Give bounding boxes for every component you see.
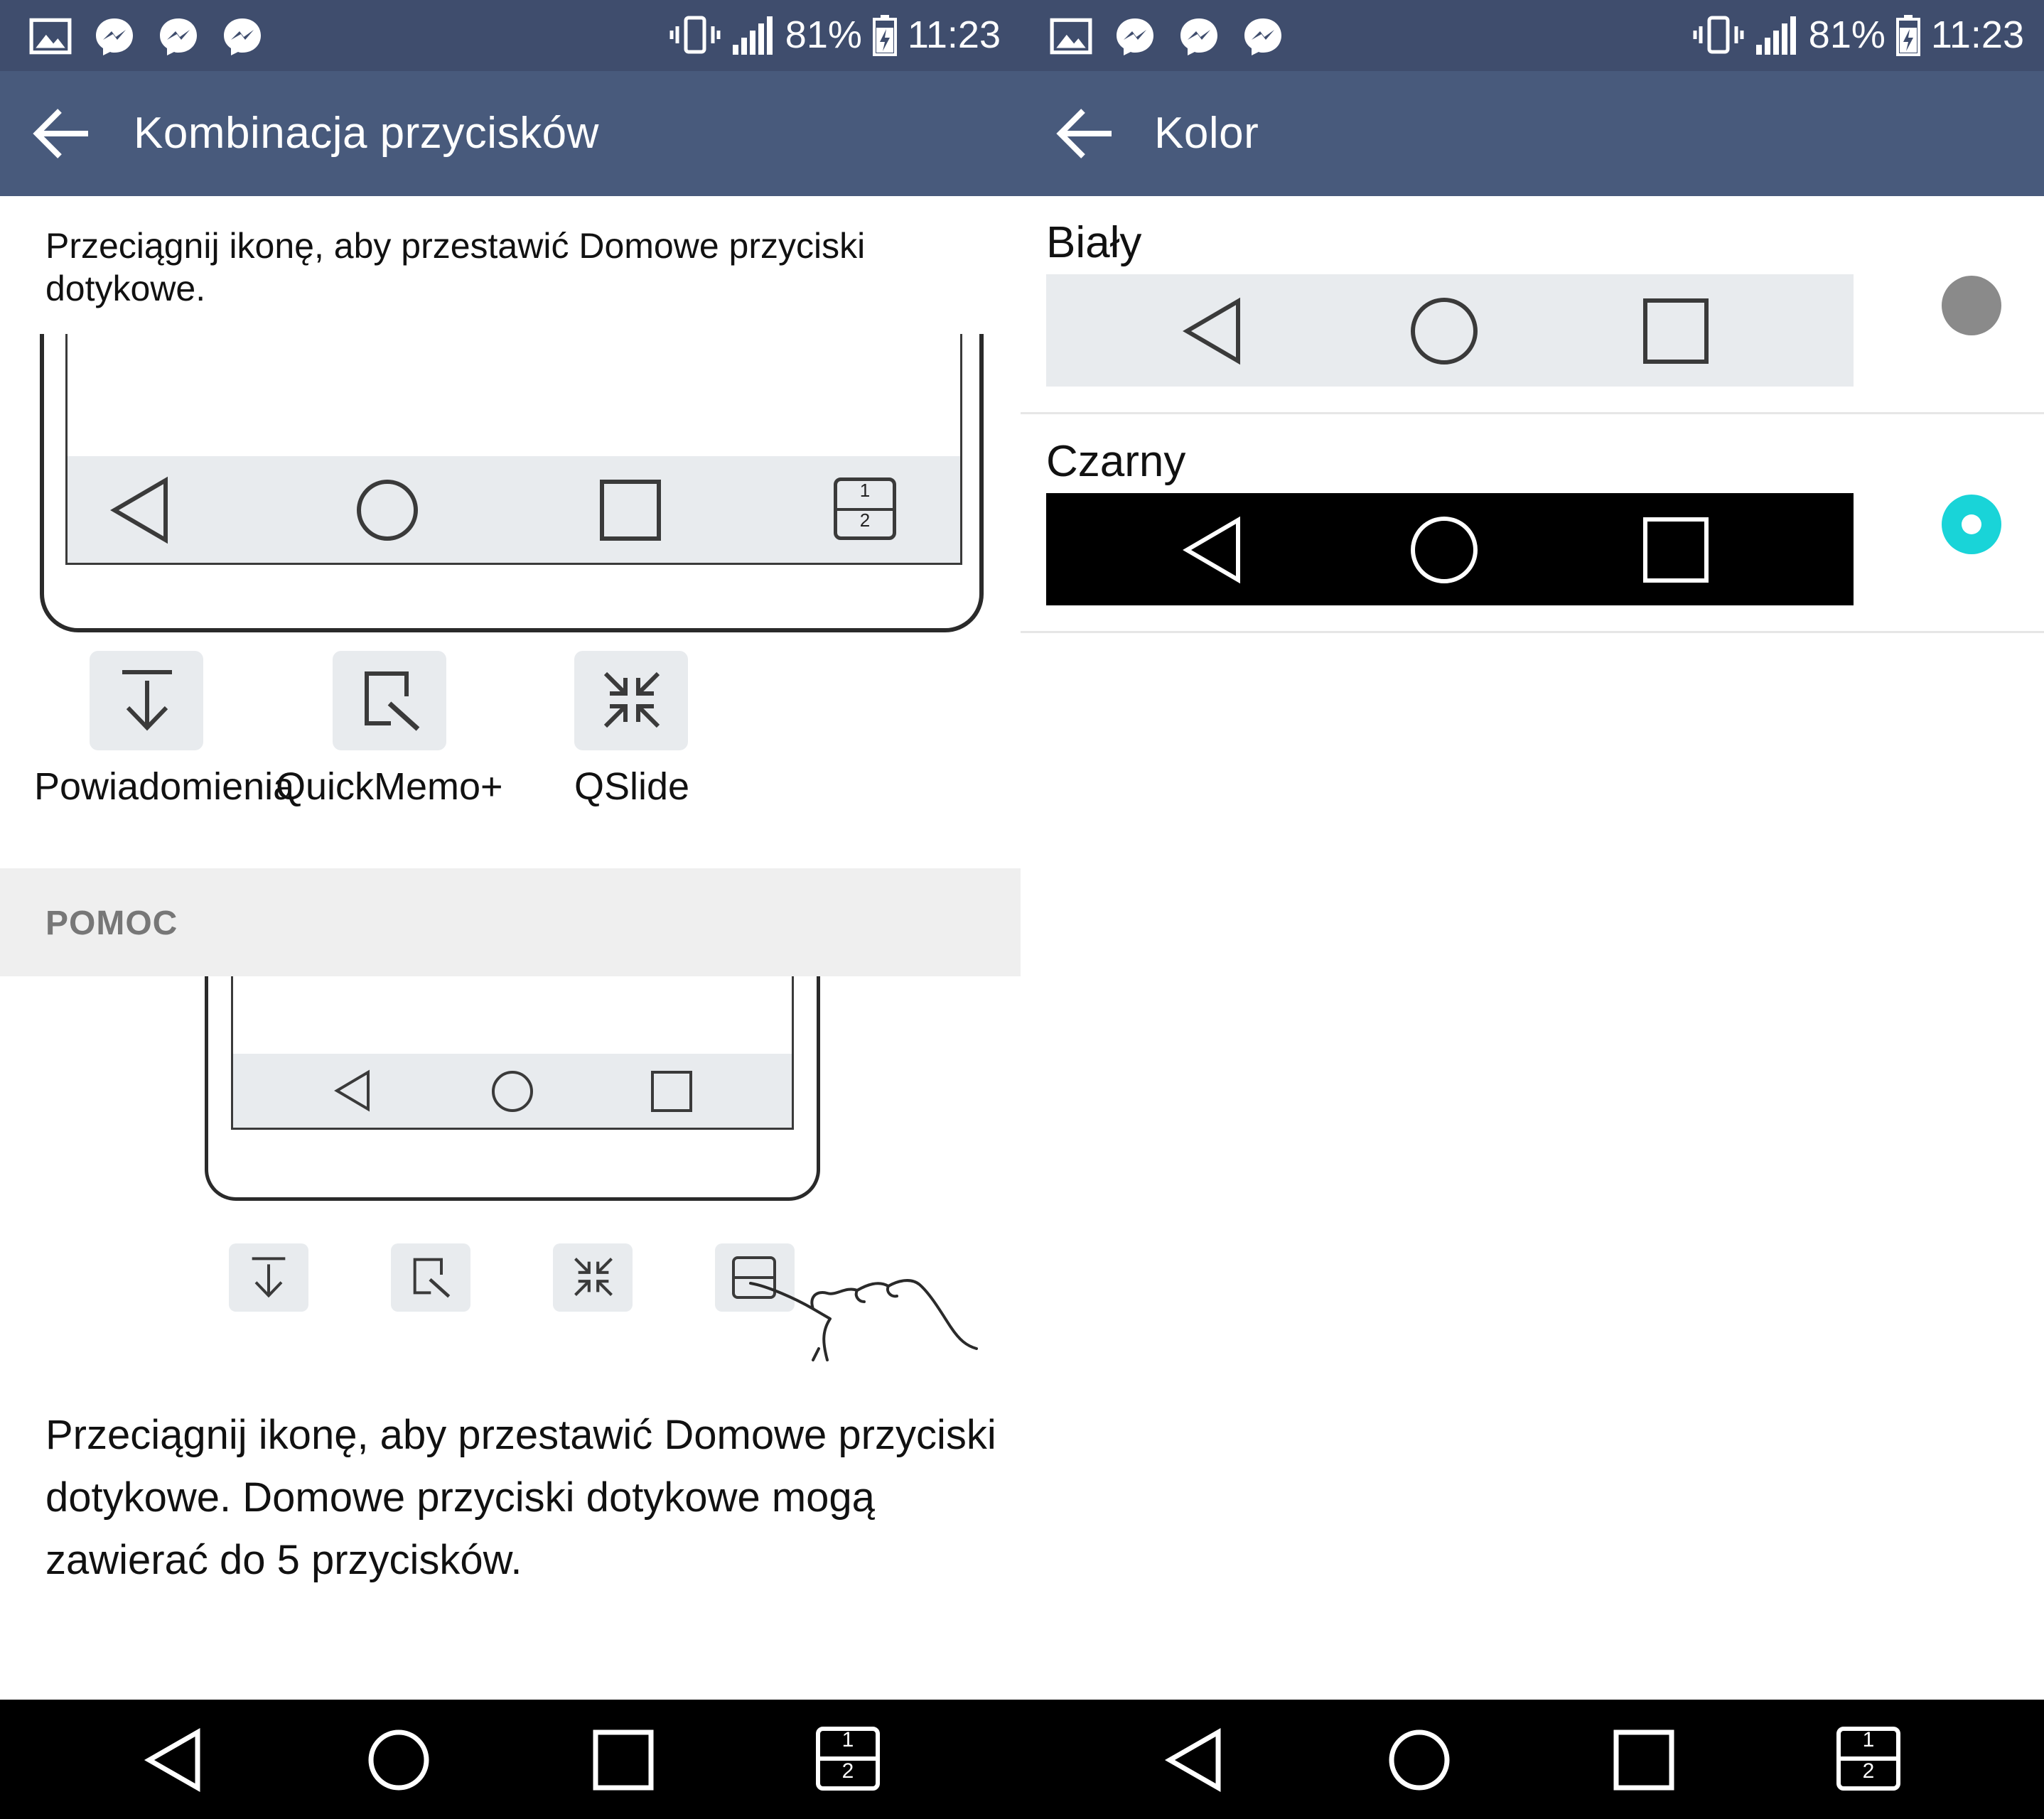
toolbar xyxy=(1021,71,2044,196)
dual-window-icon[interactable] xyxy=(834,477,896,540)
help-quickmemo-tile xyxy=(391,1243,470,1312)
quickmemo-tile[interactable] xyxy=(333,651,446,750)
notifications-label: Powiadomienia xyxy=(34,765,295,808)
preview-back-triangle-icon xyxy=(1180,297,1248,365)
nav-home-icon[interactable] xyxy=(367,1728,431,1792)
radio-white[interactable] xyxy=(1942,276,2001,335)
preview-home-circle-icon xyxy=(1410,297,1478,365)
nav-dual-window-bottom-number: 2 xyxy=(841,1759,854,1783)
notifications-down-arrow-icon xyxy=(117,666,178,735)
nav-home-icon[interactable] xyxy=(1387,1728,1451,1792)
back-arrow-icon[interactable] xyxy=(31,105,92,162)
signal-icon xyxy=(1755,14,1799,56)
dual-window-bottom-number: 2 xyxy=(859,509,871,531)
recents-square-icon[interactable] xyxy=(596,476,665,544)
signal-icon xyxy=(731,14,775,56)
vibrate-icon xyxy=(669,14,721,56)
notification-icons xyxy=(1049,16,1285,57)
help-description: Przeciągnij ikonę, aby przestawić Domowe przyciski dotykowe. Domowe przyciski dotykowe mogą zawierać do 5 przycisków. xyxy=(45,1412,996,1583)
option-label-black: Czarny xyxy=(1046,437,1186,486)
instruction-text: Przeciągnij ikonę, aby przestawić Domowe przyciski dotykowe. xyxy=(45,226,866,308)
nav-back-icon[interactable] xyxy=(1163,1728,1227,1792)
quickmemo-icon xyxy=(360,666,424,735)
system-navigation-bar xyxy=(0,1700,1021,1819)
radio-black[interactable] xyxy=(1942,495,2001,554)
button-combination-screen xyxy=(0,0,1021,1819)
gallery-icon xyxy=(28,16,72,57)
clock: 11:23 xyxy=(907,14,1001,56)
back-triangle-icon[interactable] xyxy=(109,476,177,544)
preview-navigation-bar xyxy=(68,456,960,563)
quickmemo-label: QuickMemo+ xyxy=(276,765,503,808)
system-status xyxy=(669,13,1001,57)
help-section-title: POMOC xyxy=(45,905,178,942)
preview-home-circle-icon xyxy=(1410,516,1478,584)
option-label-white: Biały xyxy=(1046,218,1142,267)
qslide-label: QSlide xyxy=(574,765,690,808)
notification-icons xyxy=(28,16,264,57)
messenger-icon xyxy=(220,16,264,57)
toolbar xyxy=(0,71,1021,196)
system-navigation-bar xyxy=(1021,1700,2044,1819)
help-section-header xyxy=(0,868,1021,976)
help-notifications-tile xyxy=(229,1243,308,1312)
nav-recents-icon[interactable] xyxy=(591,1728,655,1792)
help-down-arrow-icon xyxy=(247,1255,290,1300)
phone-screen xyxy=(65,334,962,565)
page-title: Kombinacja przycisków xyxy=(134,109,599,158)
preview-recents-square-icon xyxy=(1642,516,1710,584)
messenger-icon xyxy=(1113,16,1157,57)
nav-dual-window-icon[interactable] xyxy=(1836,1727,1900,1791)
help-qslide-tile xyxy=(553,1243,633,1312)
qslide-icon xyxy=(600,668,664,732)
nav-dual-window-top-number: 1 xyxy=(841,1728,854,1751)
preview-recents-square-icon xyxy=(1642,297,1710,365)
nav-back-icon[interactable] xyxy=(142,1728,206,1792)
battery-percentage: 81% xyxy=(785,14,862,56)
black-nav-preview xyxy=(1046,493,1854,605)
help-qslide-icon xyxy=(571,1255,615,1299)
help-quickmemo-icon xyxy=(409,1255,453,1300)
white-nav-preview xyxy=(1046,274,1854,387)
status-bar xyxy=(1021,0,2044,71)
clock: 11:23 xyxy=(1930,14,2024,56)
help-phone-illustration xyxy=(205,976,820,1201)
divider xyxy=(1021,631,2044,633)
messenger-icon xyxy=(92,16,136,57)
hand-pointer-icon xyxy=(739,1265,981,1364)
phone-preview xyxy=(40,334,984,632)
battery-charging-icon xyxy=(1895,14,1921,56)
dual-window-top-number: 1 xyxy=(859,480,871,501)
nav-dual-window-top-number: 1 xyxy=(1862,1728,1875,1751)
battery-percentage: 81% xyxy=(1808,14,1886,56)
nav-dual-window-bottom-number: 2 xyxy=(1862,1759,1875,1783)
divider xyxy=(1021,412,2044,414)
vibrate-icon xyxy=(1692,14,1745,56)
notifications-tile[interactable] xyxy=(90,651,203,750)
status-bar xyxy=(0,0,1021,71)
qslide-tile[interactable] xyxy=(574,651,688,750)
preview-back-triangle-icon xyxy=(1180,516,1248,584)
page-title: Kolor xyxy=(1154,109,1259,158)
nav-recents-icon[interactable] xyxy=(1612,1728,1676,1792)
gallery-icon xyxy=(1049,16,1093,57)
back-arrow-icon[interactable] xyxy=(1055,105,1116,162)
help-home-circle-icon xyxy=(490,1069,534,1113)
messenger-icon xyxy=(1241,16,1285,57)
color-screen xyxy=(1021,0,2044,1819)
battery-charging-icon xyxy=(872,14,898,56)
system-status xyxy=(1692,13,2024,57)
messenger-icon xyxy=(156,16,200,57)
home-circle-icon[interactable] xyxy=(353,476,421,544)
help-recents-square-icon xyxy=(650,1069,694,1113)
messenger-icon xyxy=(1177,16,1221,57)
nav-dual-window-icon[interactable] xyxy=(816,1727,880,1791)
help-back-triangle-icon xyxy=(333,1069,375,1112)
